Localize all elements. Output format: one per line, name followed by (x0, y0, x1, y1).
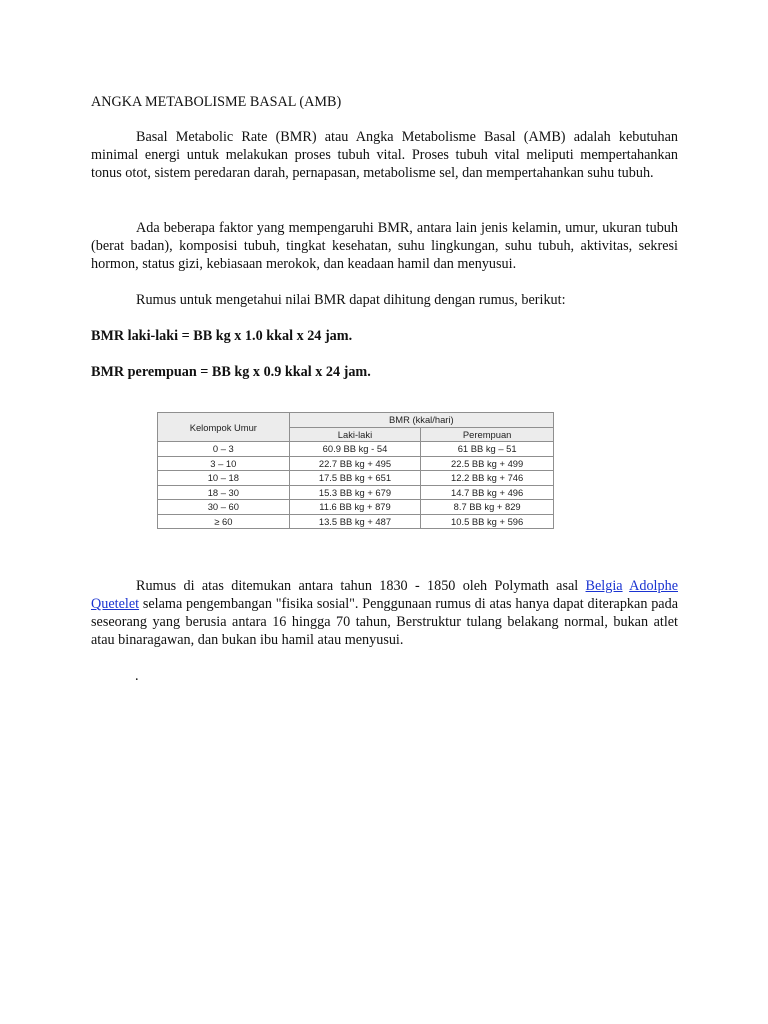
cell-male: 11.6 BB kg + 879 (289, 500, 421, 515)
table-row (158, 485, 554, 500)
cell-male: 15.3 BB kg + 679 (289, 485, 421, 500)
paragraph-bmr-definition: Basal Metabolic Rate (BMR) atau Angka Metabolisme Basal (AMB) adalah kebutuhan minimal energi untuk melakukan proses tubuh vital. Proses tubuh vital meliputi mempertahankan tonus otot, sistem peredaran darah, pernapasan, metabolisme sel, dan mempertahankan suhu tubuh. (91, 129, 678, 181)
header-male: Laki-laki (289, 427, 421, 442)
cell-female: 61 BB kg – 51 (421, 442, 554, 457)
history-text-end: selama pengembangan "fisika sosial". Penggunaan rumus di atas hanya dapat diterapkan pada seseorang yang berusia antara 16 hingga 70 tahun, Berstruktur tulang belakang normal, bukan atlet atau binaragawan, dan bukan ibu hamil atau menyusui. (91, 596, 678, 648)
trailing-dot: . (135, 668, 139, 684)
cell-male: 60.9 BB kg - 54 (289, 442, 421, 457)
bmr-table (157, 412, 554, 529)
paragraph-bmr-factors: Ada beberapa faktor yang mempengaruhi BMR, antara lain jenis kelamin, umur, ukuran tubuh (berat badan), komposisi tubuh, tingkat kesehatan, suhu lingkungan, suhu tubuh, aktivitas, sekresi hormon, status gizi, kebiasaan merokok, dan keadaan hamil dan menyusui. (91, 220, 678, 272)
document-title: ANGKA METABOLISME BASAL (AMB) (91, 94, 342, 110)
header-bmr: BMR (kkal/hari) (289, 413, 553, 428)
table-row (158, 442, 554, 457)
formula-male: BMR laki-laki = BB kg x 1.0 kkal x 24 jam. (91, 328, 353, 344)
cell-male: 13.5 BB kg + 487 (289, 514, 421, 529)
paragraph-formula-history (91, 577, 678, 649)
cell-age: 18 – 30 (158, 485, 290, 500)
table-row (158, 471, 554, 486)
link-belgia[interactable]: Belgia (585, 578, 623, 594)
header-age-group: Kelompok Umur (158, 413, 290, 442)
cell-female: 14.7 BB kg + 496 (421, 485, 554, 500)
cell-male: 22.7 BB kg + 495 (289, 456, 421, 471)
cell-age: ≥ 60 (158, 514, 290, 529)
table-row (158, 500, 554, 515)
formula-female: BMR perempuan = BB kg x 0.9 kkal x 24 jam. (91, 364, 371, 380)
table-row (158, 514, 554, 529)
link-adolphe-quetelet[interactable]: Adolphe Quetelet (91, 578, 678, 612)
paragraph-formula-intro: Rumus untuk mengetahui nilai BMR dapat dihitung dengan rumus, berikut: (136, 292, 566, 308)
cell-female: 8.7 BB kg + 829 (421, 500, 554, 515)
cell-female: 12.2 BB kg + 746 (421, 471, 554, 486)
table-row (158, 456, 554, 471)
cell-age: 0 – 3 (158, 442, 290, 457)
header-female: Perempuan (421, 427, 554, 442)
cell-female: 22.5 BB kg + 499 (421, 456, 554, 471)
history-text-start: Rumus di atas ditemukan antara tahun 1830 - 1850 oleh Polymath asal (136, 578, 586, 594)
table-header-row (158, 413, 554, 428)
cell-age: 3 – 10 (158, 456, 290, 471)
cell-age: 10 – 18 (158, 471, 290, 486)
cell-female: 10.5 BB kg + 596 (421, 514, 554, 529)
cell-age: 30 – 60 (158, 500, 290, 515)
cell-male: 17.5 BB kg + 651 (289, 471, 421, 486)
